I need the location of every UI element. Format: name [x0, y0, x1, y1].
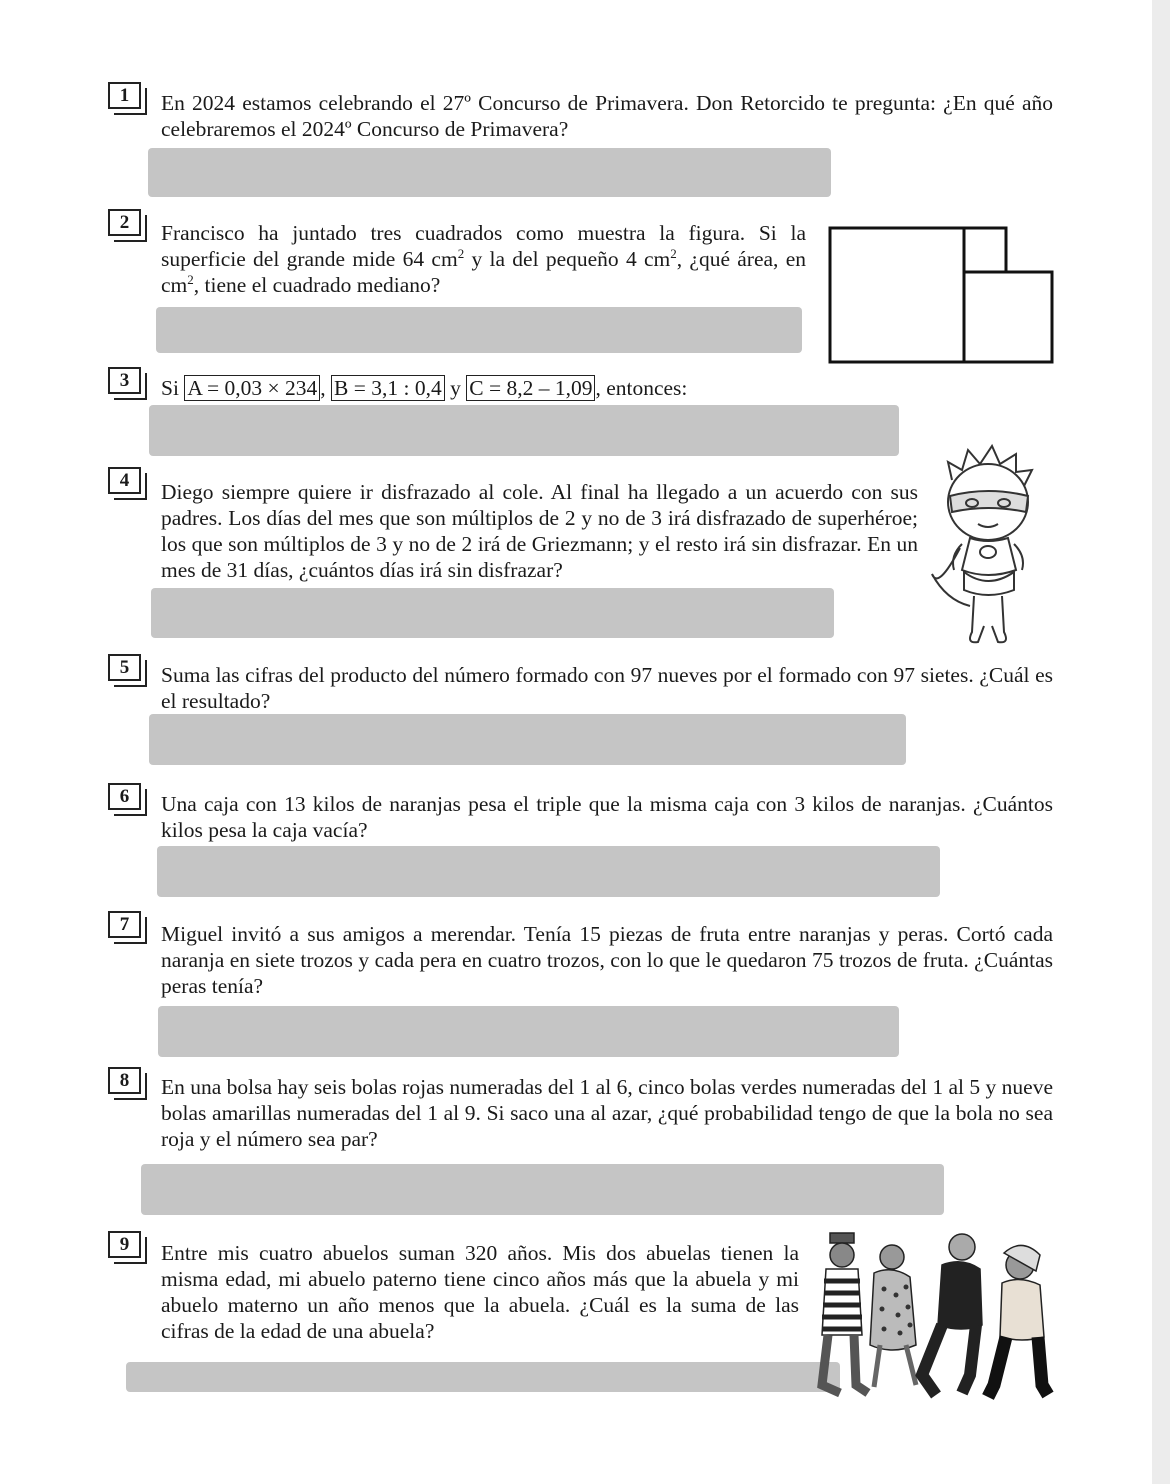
problem-7-number: 7 [108, 911, 141, 938]
problem-7-answer-box[interactable] [158, 1006, 899, 1057]
problem-8-text: En una bolsa hay seis bolas rojas numeradas del 1 al 6, cinco bolas verdes numeradas del 1 al 5 y nueve bolas amarillas numeradas del 1 al 9. Si saco una al azar, ¿qué probabilidad tengo de que la bola no sea roja y el número sea par? [161, 1075, 1053, 1151]
page-edge [1152, 0, 1170, 1484]
problem-8-number: 8 [108, 1067, 141, 1094]
problem-1-number: 1 [108, 82, 141, 109]
problem-6-number: 6 [108, 783, 141, 810]
problem-4-answer-box[interactable] [151, 588, 834, 638]
problem-2-text: Francisco ha juntado tres cuadrados como muestra la figura. Si la superficie del grande mide 64 $cm^2$ y la del pequeño 4 $cm^2$, ¿qué área, en $cm^2$, tiene el cuadrado mediano? [161, 221, 807, 297]
problem-6-text: Una caja con 13 kilos de naranjas pesa el triple que la misma caja con 3 kilos de naranjas. ¿Cuántos kilos pesa la caja vacía? [161, 792, 1053, 842]
dancing-grandparents-illustration [812, 1225, 1057, 1410]
problem-3-text: Si A = 0,03 × 234 , B = 3,1 : 0,4 y C = 8,2 – 1,09 , entonces: [161, 376, 688, 400]
problem-7-text: Miguel invitó a sus amigos a merendar. Tenía 15 piezas de fruta entre naranjas y peras. Cortó cada naranja en siete trozos y cada pera en cuatro trozos, con lo que le quedaron 75 trozos de fruta. ¿Cuántas peras tenía? [161, 922, 1053, 998]
problem-4-number: 4 [108, 467, 141, 494]
small-square [964, 228, 1006, 272]
problem-2-number: 2 [108, 209, 141, 236]
expression-c: C = 8,2 – 1,09 [466, 375, 595, 401]
problem-1-answer-box[interactable] [148, 148, 831, 197]
problem-4-text: Diego siempre quiere ir disfrazado al cole. Al final ha llegado a un acuerdo con sus padres. Los días del mes que son múltiplos de 2 y no de 3 irá disfrazado de superhéroe; los que son múltiplos de 3 y no de 2 irá de Griezmann; y el resto irá sin disfrazar. En un mes de 31 días, ¿cuántos días irá sin disfrazar? [161, 480, 918, 582]
medium-square [964, 272, 1052, 362]
large-square [830, 228, 964, 362]
problem-1-text: En 2024 estamos celebrando el 27º Concurso de Primavera. Don Retorcido te pregunta: ¿En qué año celebraremos el 2024º Concurso de Primavera? [161, 91, 1053, 141]
problem-9-text: Entre mis cuatro abuelos suman 320 años. Mis dos abuelas tienen la misma edad, mi abuelo paterno tiene cinco años más que la abuela y mi abuelo materno un año menos que la abuela. ¿Cuál es la suma de las cifras de la edad de una abuela? [161, 1241, 799, 1343]
problem-5-text: Suma las cifras del producto del número formado con 97 nueves por el formado con 97 sietes. ¿Cuál es el resultado? [161, 663, 1053, 713]
problem-8-answer-box[interactable] [141, 1164, 944, 1215]
problem-3-number: 3 [108, 367, 141, 394]
problem-3-answer-box[interactable] [149, 405, 899, 456]
three-squares-figure [828, 226, 1056, 366]
problem-2-answer-box[interactable] [156, 307, 802, 353]
problem-9-answer-box[interactable] [126, 1362, 840, 1392]
expression-a: A = 0,03 × 234 [184, 375, 320, 401]
superhero-kid-illustration [930, 440, 1050, 650]
expression-b: B = 3,1 : 0,4 [331, 375, 445, 401]
problem-5-number: 5 [108, 654, 141, 681]
problem-9-number: 9 [108, 1231, 141, 1258]
problem-5-answer-box[interactable] [149, 714, 906, 765]
problem-6-answer-box[interactable] [157, 846, 940, 897]
